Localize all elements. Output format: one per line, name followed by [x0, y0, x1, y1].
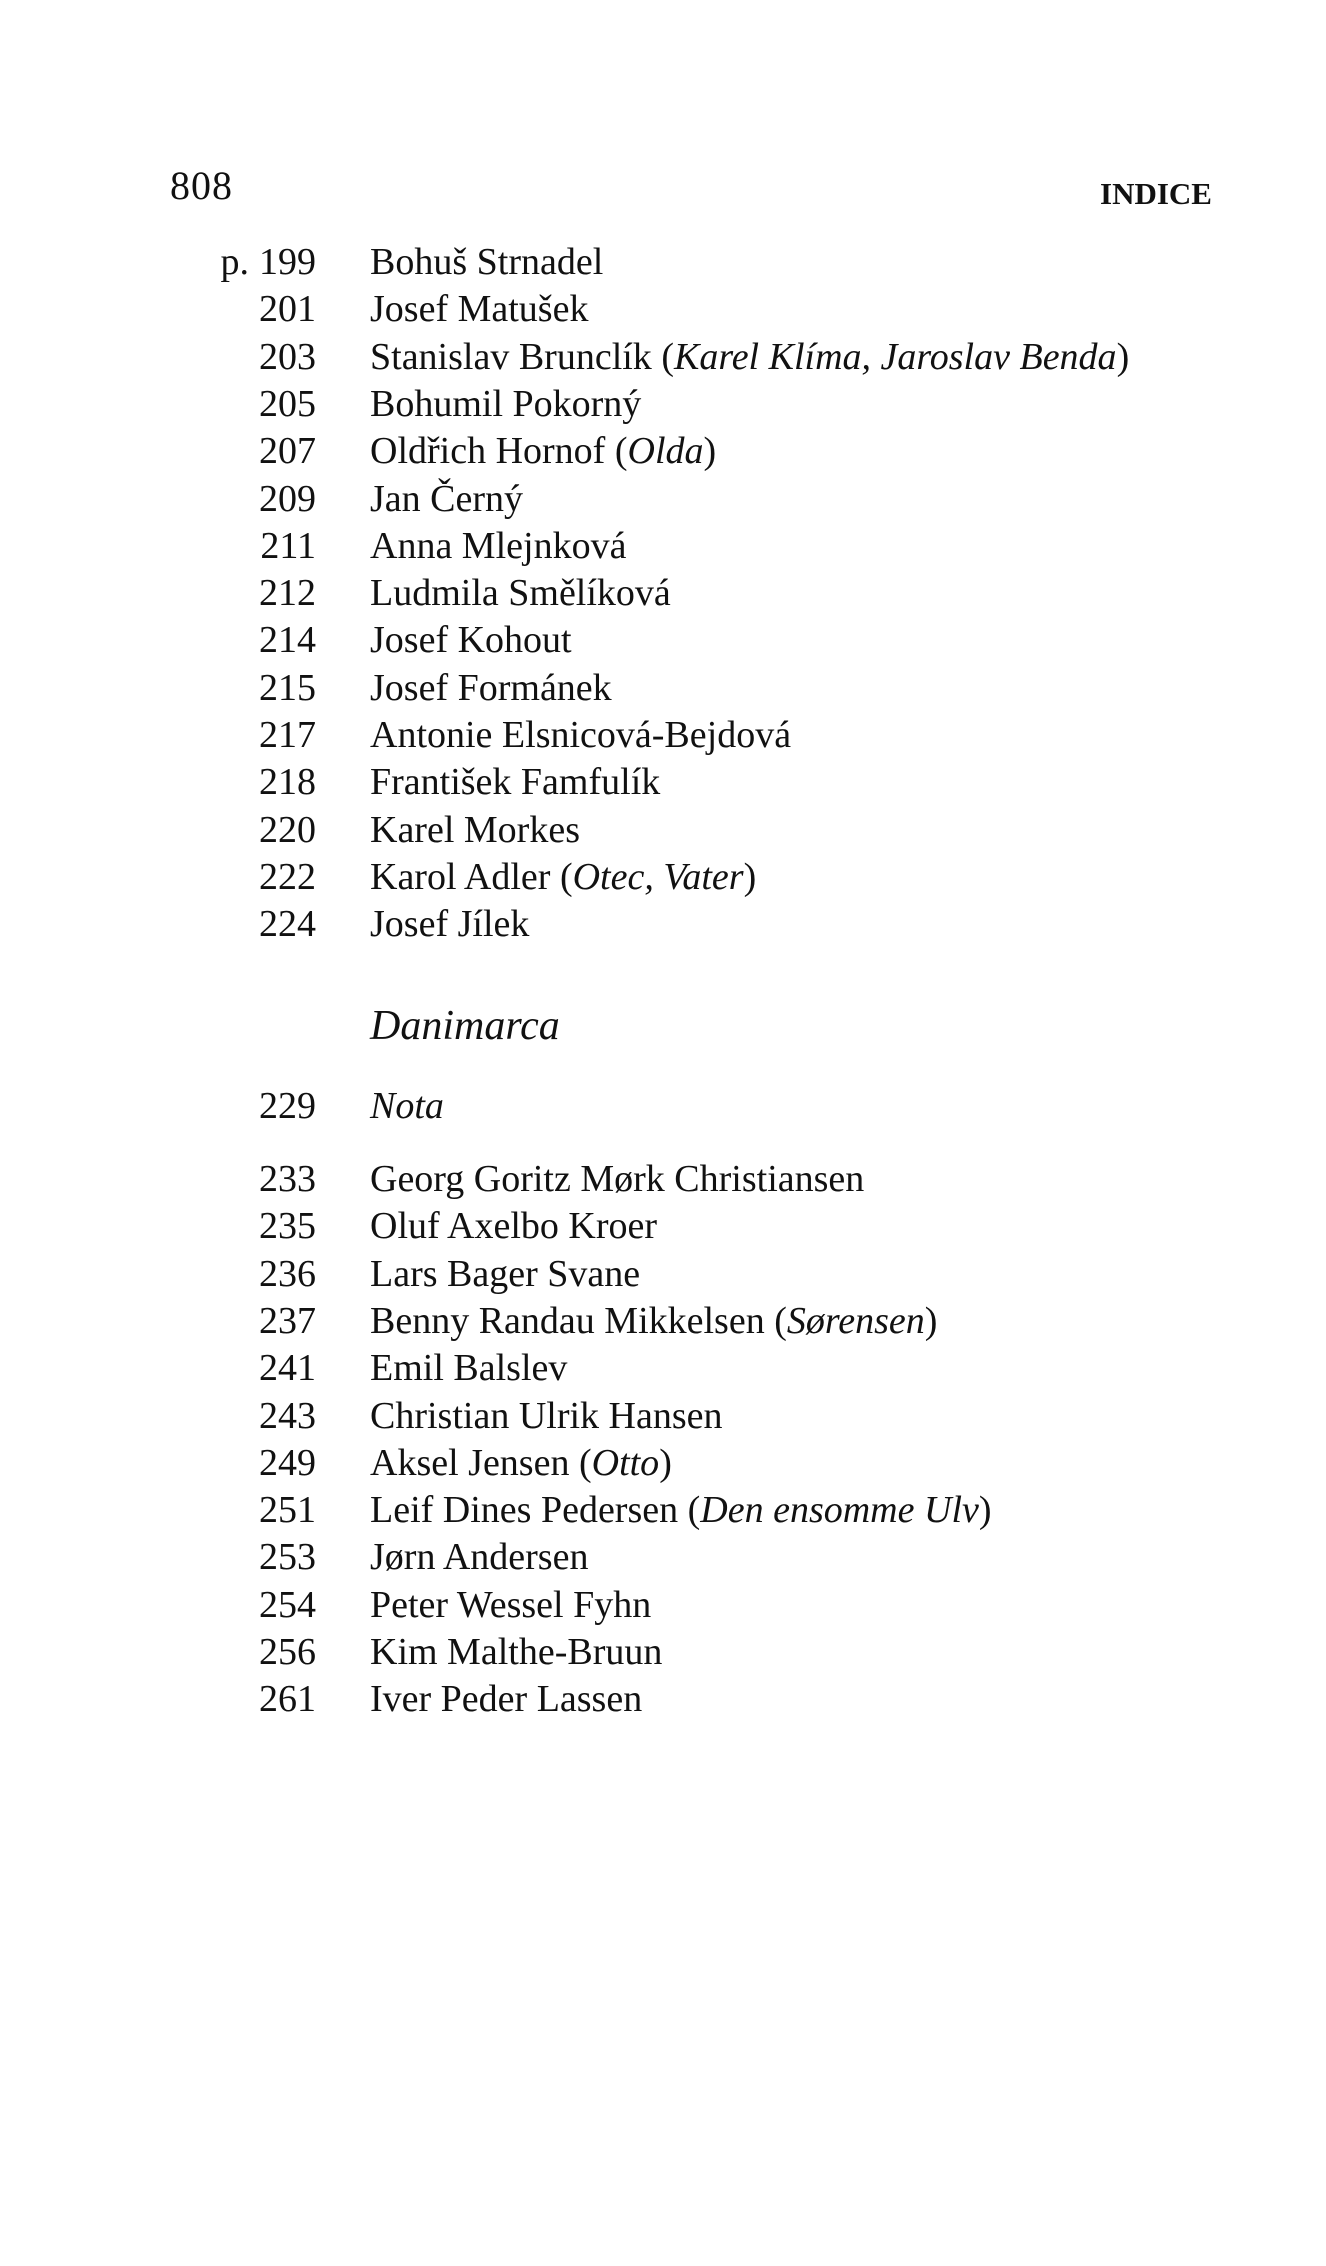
- entry-page-value: 253: [259, 1536, 316, 1579]
- entry-page-value: 209: [259, 477, 316, 520]
- entry-name: [370, 1628, 662, 1676]
- index-entry: [0, 1439, 1326, 1487]
- entry-page-value: 201: [259, 288, 316, 331]
- nom-de-guerre: Otto: [591, 1441, 660, 1484]
- entry-page-value: 224: [259, 903, 316, 946]
- person-name: Josef Formánek: [370, 666, 612, 709]
- index-entry: [0, 569, 1326, 617]
- entry-page-value: 199: [259, 241, 316, 283]
- entry-page-value: 237: [259, 1299, 316, 1342]
- entry-name: [370, 285, 588, 333]
- person-name: Karel Morkes: [370, 808, 580, 851]
- person-name: Aksel Jensen: [370, 1441, 570, 1484]
- entry-page-number: [116, 1392, 316, 1440]
- person-name: Stanislav Brunclík: [370, 335, 652, 378]
- entry-page-number: [116, 522, 316, 570]
- entry-page-value: 229: [259, 1085, 316, 1127]
- entry-name: Leif Dines Pedersen (Den ensomme Ulv): [370, 1489, 992, 1532]
- entry-name: [370, 1344, 567, 1392]
- section-title: Danimarca: [370, 1003, 560, 1049]
- entry-page-value: 217: [259, 714, 316, 756]
- person-name: Anna Mlejnková: [370, 524, 627, 567]
- entry-name: Aksel Jensen (Otto): [370, 1441, 672, 1484]
- entry-name: [370, 758, 660, 806]
- entry-name: [370, 711, 791, 759]
- person-name: Peter Wessel Fyhn: [370, 1583, 652, 1626]
- index-entry: [0, 806, 1326, 854]
- entry-page-number: [116, 1533, 316, 1581]
- index-entry: [0, 711, 1326, 759]
- entry-page-number: [116, 1581, 316, 1629]
- entry-page-value: 235: [259, 1205, 316, 1248]
- entry-page-number: [116, 380, 316, 428]
- entry-name: [370, 238, 603, 286]
- note-entry: [0, 1082, 1326, 1130]
- entry-name: [370, 1250, 640, 1298]
- entry-page-value: 233: [259, 1158, 316, 1200]
- entry-name: Karol Adler (Otec, Vater): [370, 855, 757, 898]
- index-entry: [0, 1675, 1326, 1723]
- index-entry: [0, 1628, 1326, 1676]
- entry-name: Stanislav Brunclík (Karel Klíma, Jaroslav Benda): [370, 335, 1130, 378]
- entry-name: [370, 1392, 723, 1440]
- entry-name: [370, 1155, 864, 1203]
- index-entry: [0, 1202, 1326, 1250]
- entry-page-number: [116, 853, 316, 901]
- person-name: Emil Balslev: [370, 1347, 568, 1390]
- index-entry: [0, 1344, 1326, 1392]
- index-entry: [0, 1250, 1326, 1298]
- person-name: Ludmila Smělíková: [370, 572, 671, 615]
- entry-name: [370, 380, 641, 428]
- entry-name: [370, 1581, 651, 1629]
- person-name: Josef Matušek: [370, 288, 589, 331]
- entry-page-value: 254: [259, 1583, 316, 1626]
- entry-name: [370, 1202, 657, 1250]
- nom-de-guerre: Olda: [627, 430, 704, 473]
- index-entry: [0, 664, 1326, 712]
- entry-page-number: [116, 569, 316, 617]
- entry-page-value: 215: [259, 666, 316, 709]
- index-entry: [0, 380, 1326, 428]
- entry-page-number: [116, 475, 316, 523]
- person-name: Karol Adler: [370, 855, 551, 898]
- entry-page-number: [116, 758, 316, 806]
- entry-page-number: [116, 806, 316, 854]
- entry-name: [370, 569, 671, 617]
- person-name: Jørn Andersen: [370, 1536, 589, 1579]
- entry-page-number: [116, 1439, 316, 1487]
- index-entry: [0, 285, 1326, 333]
- person-name: Oldřich Hornof: [370, 430, 606, 473]
- entry-page-number: [116, 333, 316, 381]
- entry-name: [370, 806, 580, 854]
- entry-page-value: 220: [259, 808, 316, 851]
- index-entry: [0, 1297, 1326, 1345]
- entry-name: [370, 900, 529, 948]
- entry-page-number: [116, 1675, 316, 1723]
- entry-page-value: 212: [259, 572, 316, 615]
- index-entry: [0, 758, 1326, 806]
- entry-page-number: [116, 616, 316, 664]
- entry-page-number: [116, 1486, 316, 1534]
- nom-de-guerre: Otec, Vater: [572, 855, 744, 898]
- note-label: Nota: [370, 1085, 444, 1127]
- entry-page-number: [116, 427, 316, 475]
- person-name: Bohumil Pokorný: [370, 382, 642, 425]
- entry-page-number: [116, 238, 316, 286]
- entry-page-value: 218: [259, 761, 316, 804]
- person-name: Bohuš Strnadel: [370, 241, 604, 283]
- index-entry: [0, 1486, 1326, 1534]
- entry-name: Benny Randau Mikkelsen (Sørensen): [370, 1299, 938, 1342]
- entry-page-value: 256: [259, 1631, 316, 1673]
- entry-page-value: 251: [259, 1489, 316, 1532]
- entry-page-number: [116, 664, 316, 712]
- person-name: Jan Černý: [370, 477, 524, 520]
- person-name: Antonie Elsnicová-Bejdová: [370, 714, 792, 756]
- entry-page-number: [116, 285, 316, 333]
- person-name: Leif Dines Pedersen: [370, 1489, 679, 1532]
- person-name: Oluf Axelbo Kroer: [370, 1205, 658, 1248]
- entry-page-value: 205: [259, 382, 316, 425]
- nom-de-guerre: Sørensen: [786, 1299, 925, 1342]
- person-name: Christian Ulrik Hansen: [370, 1394, 723, 1437]
- entry-page-value: 241: [259, 1347, 316, 1390]
- index-entry: [0, 238, 1326, 286]
- entry-page-number: [116, 1344, 316, 1392]
- index-entry: [0, 475, 1326, 523]
- entry-page-value: 214: [259, 619, 316, 662]
- entry-page-value: 261: [259, 1678, 316, 1721]
- entry-page-number: [116, 1297, 316, 1345]
- person-name: Josef Kohout: [370, 619, 572, 662]
- entry-page-number: [116, 1082, 316, 1130]
- index-entry: [0, 1392, 1326, 1440]
- entry-page-value: 222: [259, 855, 316, 898]
- entry-page-number: [116, 1155, 316, 1203]
- entry-page-number: [116, 1628, 316, 1676]
- entry-name: [370, 664, 612, 712]
- index-entry: [0, 1155, 1326, 1203]
- entry-page-number: [116, 900, 316, 948]
- entry-name: [370, 1675, 642, 1723]
- entry-page-value: 203: [259, 335, 316, 378]
- entry-name: [370, 475, 523, 523]
- nom-de-guerre: Den ensomme Ulv: [700, 1489, 979, 1532]
- index-entry: [0, 1533, 1326, 1581]
- page-number: 808: [170, 163, 233, 208]
- entry-name: Oldřich Hornof (Olda): [370, 430, 717, 473]
- index-entry: [0, 1581, 1326, 1629]
- entry-name: [370, 522, 626, 570]
- running-head: INDICE: [1100, 176, 1212, 211]
- person-name: Kim Malthe-Bruun: [370, 1631, 663, 1673]
- entry-page-number: [116, 1250, 316, 1298]
- person-name: Georg Goritz Mørk Christiansen: [370, 1158, 865, 1200]
- entry-name: [370, 1533, 588, 1581]
- entry-page-value: 211: [260, 524, 316, 567]
- entry-page-value: 249: [259, 1441, 316, 1484]
- person-name: Josef Jílek: [370, 903, 530, 946]
- index-entry: [0, 333, 1326, 381]
- person-name: Iver Peder Lassen: [370, 1678, 643, 1721]
- entry-page-value: 243: [259, 1394, 316, 1437]
- index-entry: [0, 522, 1326, 570]
- entry-page-value: 236: [259, 1252, 316, 1295]
- nom-de-guerre: Karel Klíma, Jaroslav Benda: [673, 335, 1117, 378]
- entry-page-number: [116, 1202, 316, 1250]
- entry-name: [370, 616, 572, 664]
- person-name: Lars Bager Svane: [370, 1252, 641, 1295]
- entry-page-number: [116, 711, 316, 759]
- index-entry: [0, 853, 1326, 901]
- index-entry: [0, 616, 1326, 664]
- page-prefix: p.: [220, 241, 249, 283]
- index-entry: [0, 900, 1326, 948]
- index-entry: [0, 427, 1326, 475]
- entry-page-value: 207: [259, 430, 316, 473]
- person-name: Benny Randau Mikkelsen: [370, 1299, 765, 1342]
- person-name: František Famfulík: [370, 761, 661, 804]
